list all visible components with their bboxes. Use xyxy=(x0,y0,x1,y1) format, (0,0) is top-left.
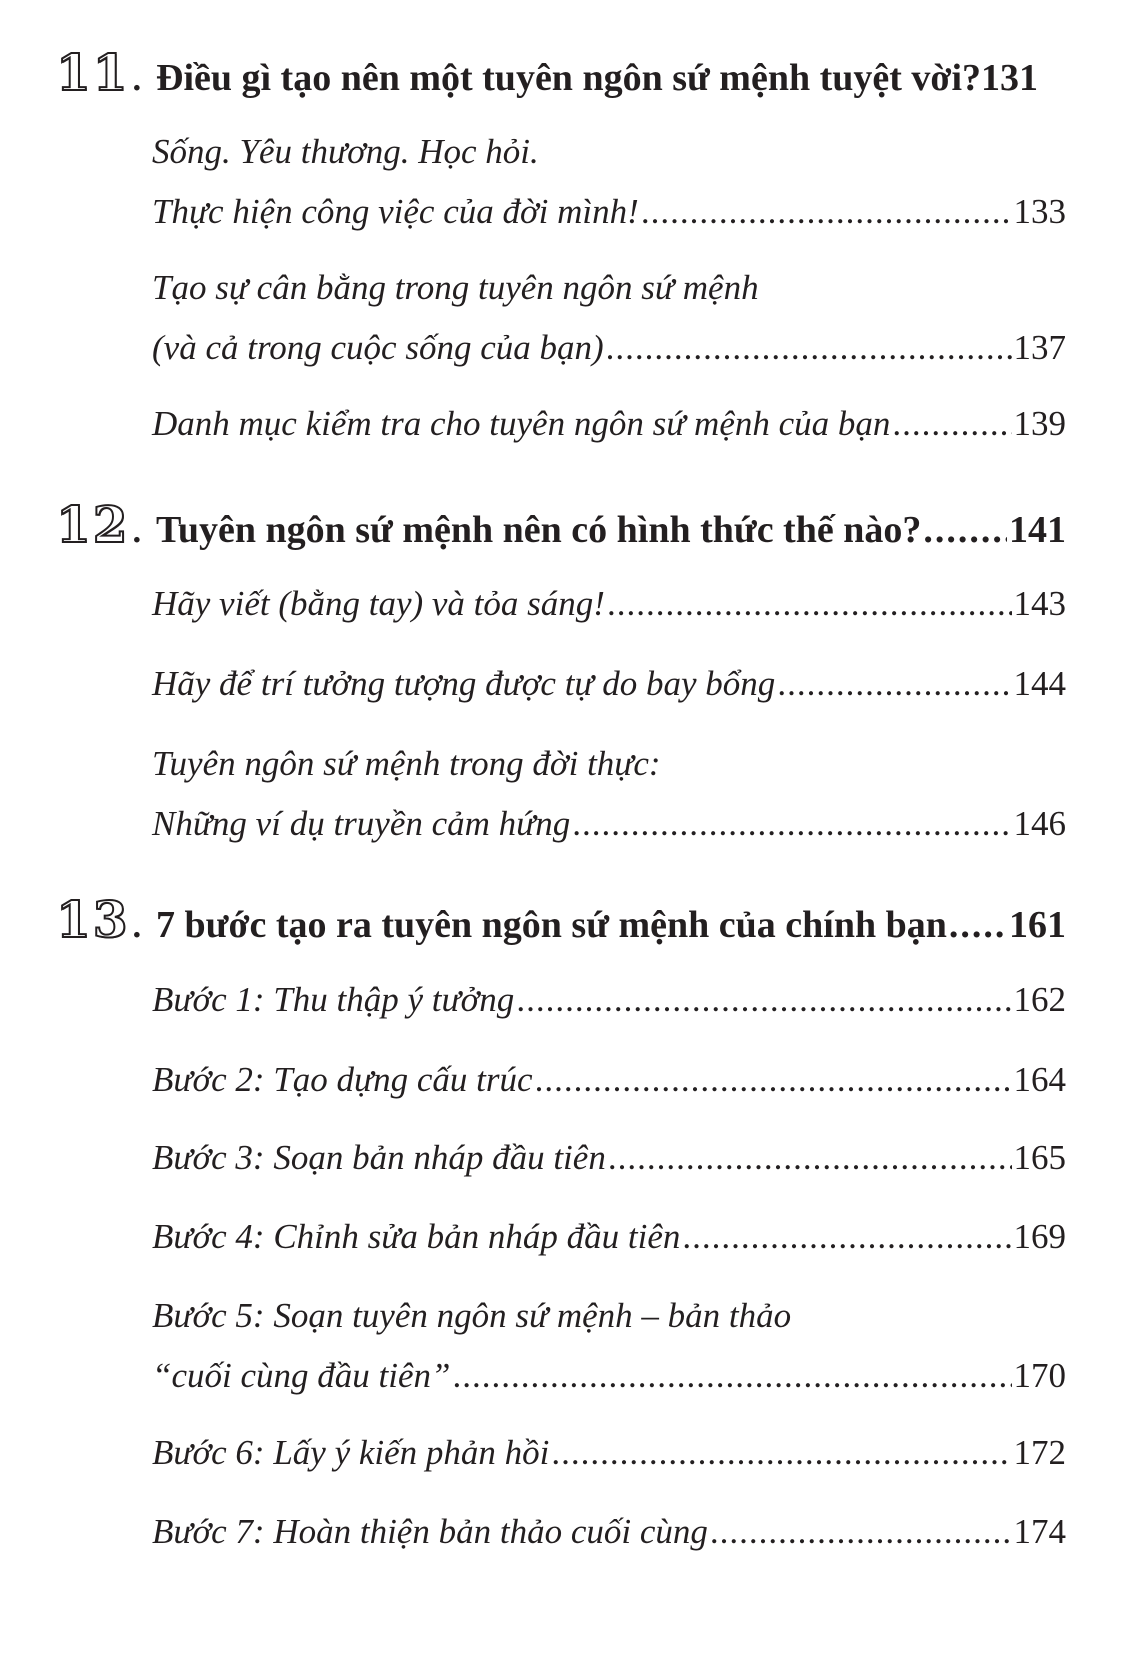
toc-entry xyxy=(152,1423,1066,1483)
chapter-page-number: 131 xyxy=(981,57,1038,99)
dot-leader xyxy=(892,394,1011,454)
dot-leader xyxy=(572,794,1011,854)
entry-title: Bước 6: Lấy ý kiến phản hồi xyxy=(152,1433,550,1472)
entry-title: Bước 7: Hoàn thiện bản thảo cuối cùng xyxy=(152,1512,708,1551)
toc-entry xyxy=(152,1207,1066,1267)
toc-entry xyxy=(152,122,1066,242)
entry-title-line-2: Những ví dụ truyền cảm hứng xyxy=(152,804,571,843)
toc-entry xyxy=(152,654,1066,714)
chapter-title-line xyxy=(156,906,1066,944)
entry-page-number: 162 xyxy=(1013,980,1066,1019)
entry-page-number: 143 xyxy=(1013,584,1066,623)
dot-leader xyxy=(923,511,1007,549)
dot-leader xyxy=(949,906,1007,944)
dot-leader xyxy=(551,1423,1011,1483)
chapter-11-heading xyxy=(56,43,1066,102)
chapter-page-number: 161 xyxy=(1009,904,1066,946)
entry-title: Hãy viết (bằng tay) và tỏa sáng! xyxy=(152,584,605,623)
chapter-13-heading xyxy=(56,890,1066,949)
entry-page-number: 137 xyxy=(1013,328,1066,367)
entry-page-number: 133 xyxy=(1013,192,1066,231)
dot-leader xyxy=(452,1346,1011,1406)
chapter-number: 13. xyxy=(56,890,145,949)
entry-title-line-1: Tuyên ngôn sứ mệnh trong đời thực: xyxy=(152,744,661,783)
entry-title-line-1: Tạo sự cân bằng trong tuyên ngôn sứ mệnh xyxy=(152,268,759,307)
chapter-number: 11. xyxy=(56,43,145,102)
entry-title-line-2: (và cả trong cuộc sống của bạn) xyxy=(152,328,604,367)
entry-page-number: 164 xyxy=(1013,1060,1066,1099)
chapter-title: Tuyên ngôn sứ mệnh nên có hình thức thế nào? xyxy=(156,509,922,551)
entry-page-number: 165 xyxy=(1013,1138,1066,1177)
dot-leader xyxy=(516,970,1011,1030)
entry-page-number: 174 xyxy=(1013,1512,1066,1551)
entry-title: Bước 2: Tạo dựng cấu trúc xyxy=(152,1060,533,1099)
chapter-title: Điều gì tạo nên một tuyên ngôn sứ mệnh tuyệt vời? xyxy=(156,57,981,99)
entry-title: Bước 3: Soạn bản nháp đầu tiên xyxy=(152,1138,606,1177)
toc-entry xyxy=(152,258,1066,378)
entry-title: Danh mục kiểm tra cho tuyên ngôn sứ mệnh của bạn xyxy=(152,404,891,443)
entry-title-line-2: Thực hiện công việc của đời mình! xyxy=(152,192,639,231)
chapter-page-number: 141 xyxy=(1009,509,1066,551)
entry-page-number: 144 xyxy=(1013,664,1066,703)
toc-entry xyxy=(152,1502,1066,1562)
entry-title: Bước 4: Chỉnh sửa bản nháp đầu tiên xyxy=(152,1217,681,1256)
toc-entry xyxy=(152,1128,1066,1188)
chapter-title-line xyxy=(156,511,1066,549)
dot-leader xyxy=(682,1207,1011,1267)
toc-entry xyxy=(152,574,1066,634)
toc-entry xyxy=(152,734,1066,854)
dot-leader xyxy=(710,1502,1012,1562)
entry-page-number: 146 xyxy=(1013,804,1066,843)
dot-leader xyxy=(641,182,1012,242)
entry-title-line-1: Sống. Yêu thương. Học hỏi. xyxy=(152,132,539,171)
entry-page-number: 139 xyxy=(1013,404,1066,443)
dot-leader xyxy=(606,318,1012,378)
toc-entry xyxy=(152,1050,1066,1110)
chapter-title: 7 bước tạo ra tuyên ngôn sứ mệnh của chính bạn xyxy=(156,904,947,946)
dot-leader xyxy=(608,1128,1012,1188)
chapter-number: 12. xyxy=(56,495,145,554)
entry-page-number: 169 xyxy=(1013,1217,1066,1256)
entry-page-number: 172 xyxy=(1013,1433,1066,1472)
entry-title: Bước 1: Thu thập ý tưởng xyxy=(152,980,515,1019)
dot-leader xyxy=(535,1050,1012,1110)
dot-leader xyxy=(607,574,1012,634)
entry-title: Hãy để trí tưởng tượng được tự do bay bổng xyxy=(152,664,776,703)
entry-title-line-2: “cuối cùng đầu tiên” xyxy=(152,1356,451,1395)
chapter-title-line xyxy=(156,59,1066,97)
toc-entry xyxy=(152,1286,1066,1406)
chapter-12-heading xyxy=(56,495,1066,554)
entry-title-line-1: Bước 5: Soạn tuyên ngôn sứ mệnh – bản thảo xyxy=(152,1296,792,1335)
dot-leader xyxy=(777,654,1011,714)
entry-page-number: 170 xyxy=(1013,1356,1066,1395)
toc-entry xyxy=(152,970,1066,1030)
toc-entry xyxy=(152,394,1066,454)
